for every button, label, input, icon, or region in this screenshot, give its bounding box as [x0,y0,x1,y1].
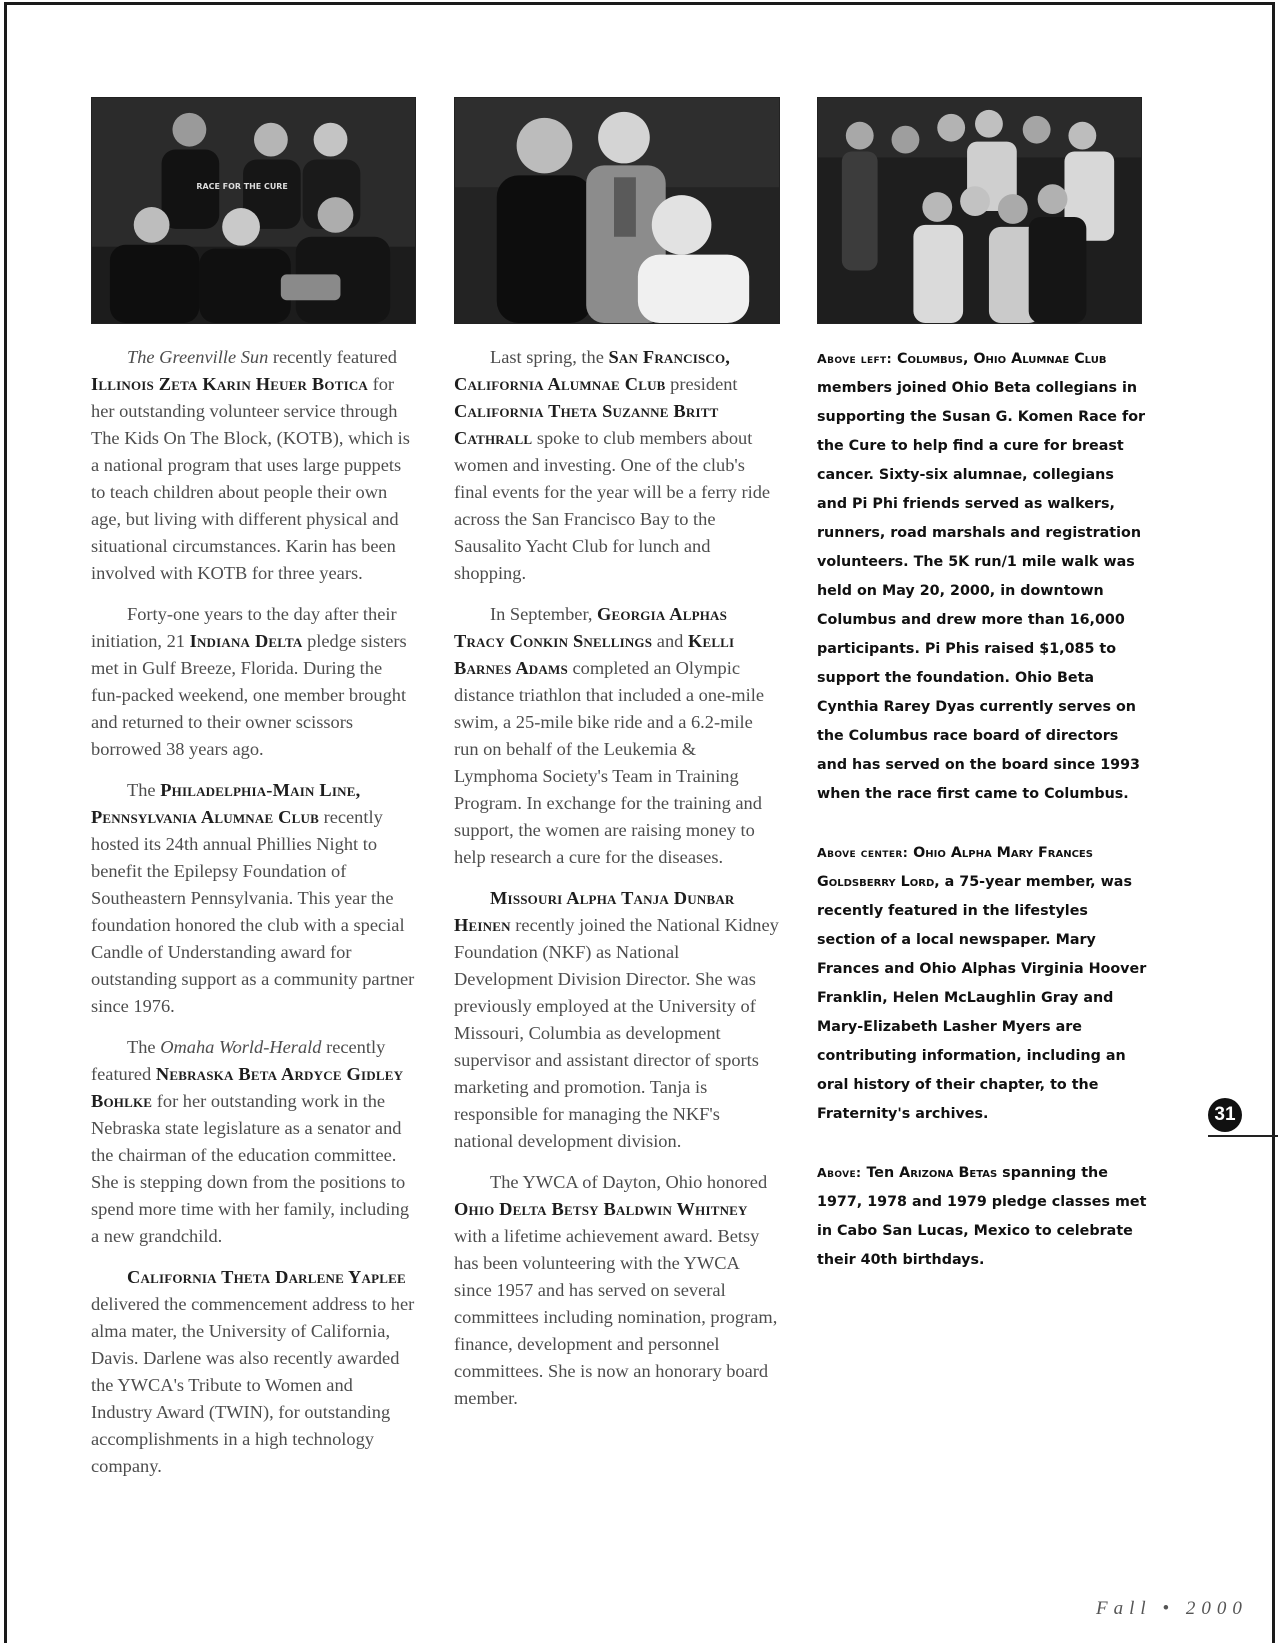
text: with a lifetime achievement award. Betsy has been volunteering with the YWCA since 1957 and has served on several committees including nomination, program, finance, development and personnel committees. She is now an honorary board member. [454,1226,778,1408]
page-number: 31 [1208,1098,1242,1132]
caption-text: members joined Ohio Beta collegians in supporting the Susan G. Komen Race for the Cure to help find a cure for breast cancer. Sixty-six alumnae, collegians and Pi Phi friends served as walkers, runners, road marshals and registration volunteers. The 5K run/1 mile walk was held on May 20, 2000, in downtown Columbus and drew more than 16,000 participants. Pi Phis raised $1,085 to support the foundation. Ohio Beta Cynthia Rarey Dyas currently serves on the Columbus race board of directors and has served on the board since 1993 when the race first came to Columbus. [817,380,1146,802]
paragraph-ohio-delta [454,1169,780,1412]
text: recently hosted its 24th annual Phillies Night to benefit the Epilepsy Foundation of Southeastern Pennsylvania. This year the foundation honored the club with a special Candle of Understanding award for outstanding support as a community partner since 1976. [91,807,415,1016]
caption-above [817,1158,1147,1275]
photo-mary-frances-goldsberry-lord [454,97,780,324]
text: In September, [490,604,598,624]
text: recently featured [91,1037,386,1084]
caption-text: , a 75-year member, was recently featured in the lifestyles section of a local newspaper. Mary Frances and Ohio Alphas Virginia Hoover Franklin, Helen McLaughlin Gray and Mary-Elizabeth Lasher Myers are contributing information, including an oral history of their chapter, to the Fraternity's archives. [817,874,1147,1122]
shirt-text: RACE FOR THE CURE [196,182,288,192]
text: for her outstanding work in the Nebraska state legislature as a senator and the chairman of the education committee. She is stepping down from the positions to spend more time with her family, including a new grandchild. [91,1091,410,1246]
column-center [454,344,780,1426]
paragraph-san-francisco [454,344,780,587]
caption-text: Ten [861,1165,900,1181]
member-name: Missouri Alpha Tanja Dunbar Heinen [454,888,735,935]
club-name: Philadelphia-Main Line, Pennsylvania Alumnae Club [91,780,361,827]
text: pledge sisters met in Gulf Breeze, Florida. During the fun-packed weekend, one member brought and returned to their owner scissors borrowed 38 years ago. [91,631,407,759]
text: and [652,631,688,651]
column-left [91,344,416,1494]
caption-label: Above center: [817,845,909,860]
member-name: California Theta Darlene Yaplee [127,1267,406,1287]
text: The [127,780,161,800]
page-number-rule [1208,1135,1278,1137]
paragraph-indiana-delta [91,601,416,763]
caption-above-center [817,838,1147,1129]
text: Last spring, the [490,347,609,367]
member-name: Ohio Delta Betsy Baldwin Whitney [454,1199,748,1219]
paragraph-georgia-alphas [454,601,780,871]
caption-above-left [817,344,1147,809]
text: The [127,1037,161,1057]
member-name: Nebraska Beta Ardyce Gidley Bohlke [91,1064,404,1111]
club-name: San Francisco, California Alumnae Club [454,347,731,394]
paragraph-california-theta [91,1264,416,1480]
member-name: Illinois Zeta Karin Heuer Botica [91,374,369,394]
club-name: Columbus, Ohio Alumnae Club [896,351,1107,367]
text: spoke to club members about women and investing. One of the club's final events for the year will be a ferry ride across the San Francisco Bay to the Sausalito Yacht Club for lunch and shopping. [454,428,771,583]
text: completed an Olympic distance triathlon that included a one-mile swim, a 25-mile bike ride and a 6.2-mile run on behalf of the Leukemia & Lymphoma Society's Team in Training Program. In exchange for the training and support, the women are raising money to help research a cure for the diseases. [454,658,764,867]
member-name: Kelli Barnes Adams [454,631,735,678]
member-name: California Theta Suzanne Britt Cathrall [454,401,719,448]
caption-text: spanning the 1977, 1978 and 1979 pledge classes met in Cabo San Lucas, Mexico to celebrate their 40th birthdays. [817,1165,1147,1268]
photo-arizona-betas [817,97,1142,324]
paragraph-nebraska-beta [91,1034,416,1250]
photo-columbus-race-for-the-cure [91,97,416,324]
text: recently joined the National Kidney Foundation (NKF) as National Development Division Director. She was previously employed at the University of Missouri, Columbia as development supervisor and assistant director of sports marketing and promotion. Tanja is responsible for managing the NKF's national development division. [454,915,779,1151]
text: president [665,374,738,394]
member-name: Georgia Alphas Tracy Conkin Snellings [454,604,728,651]
text: for her outstanding volunteer service through The Kids On The Block, (KOTB), which is a national program that uses large puppets to teach children about people their own age, but living with different physical and situational circumstances. Karin has been involved with KOTB for three years. [91,374,410,583]
text: The YWCA of Dayton, Ohio honored [490,1172,768,1192]
paragraph-illinois-zeta [91,344,416,587]
text: Forty-one years to the day after their initiation, 21 [91,604,397,651]
footer-issue: Fall • 2000 [1096,1598,1248,1619]
text: recently featured [268,347,397,367]
chapter-name: Arizona Betas [899,1165,998,1181]
text: delivered the commencement address to her alma mater, the University of California, Davis. Darlene was also recently awarded the YWCA's Tribute to Women and Industry Award (TWIN), for outstanding accomplishments in a high technology company. [91,1294,415,1476]
publication-name: The Greenville Sun [127,347,269,367]
caption-label: Above left: [817,351,892,366]
chapter-name: Indiana Delta [189,631,303,651]
paragraph-missouri-alpha [454,885,780,1155]
column-captions [817,344,1147,1304]
publication-name: Omaha World-Herald [160,1037,322,1057]
caption-label: Above: [817,1165,862,1180]
member-name: Ohio Alpha Mary Frances Goldsberry Lord [817,845,1093,890]
paragraph-philadelphia-main-line [91,777,416,1020]
